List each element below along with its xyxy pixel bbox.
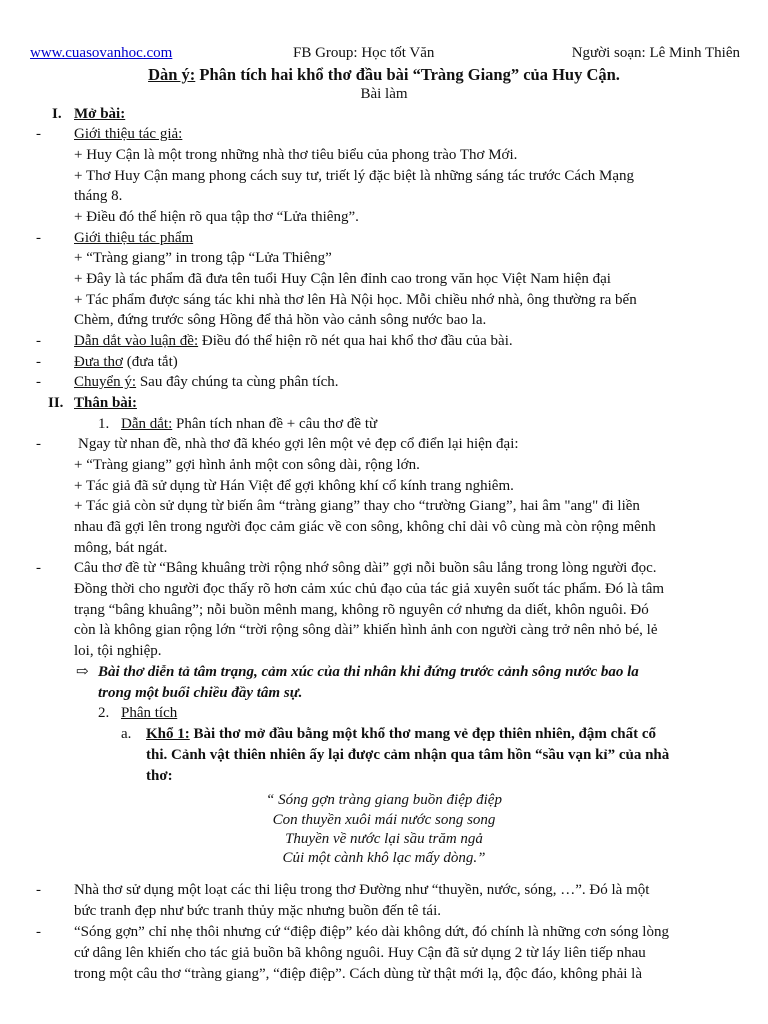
- title-analysis-line: mông, bát ngát.: [74, 540, 168, 556]
- section-heading-intro: Mở bài:: [74, 106, 126, 122]
- fb-group: FB Group: Học tốt Văn: [293, 45, 435, 61]
- arrow-icon: ⇨: [76, 664, 89, 680]
- sub1-text: Phân tích nhan đề + câu thơ đề từ: [172, 416, 378, 432]
- kho1-label: Khổ 1:: [146, 726, 190, 742]
- analysis1-line: Nhà thơ sử dụng một loạt các thi liệu trong thơ Đường như “thuyền, nước, sóng, …”. Đó là một: [74, 882, 650, 898]
- conclusion-line: Bài thơ diễn tả tâm trạng, cảm xúc của thi nhân khi đứng trước cảnh sông nước bao la: [98, 664, 639, 680]
- analysis1-line: bức tranh đẹp như bức tranh thủy mặc nhưng buồn đến tê tái.: [74, 903, 442, 919]
- title-text: Phân tích hai khổ thơ đầu bài “Tràng Giang” của Huy Cận.: [195, 65, 620, 84]
- poem-line: Củi một cành khô lạc mấy dòng.”: [282, 850, 486, 866]
- epigraph-analysis-line: Đồng thời cho người đọc thấy rõ hơn cảm xúc chủ đạo của tác giả xuyên suốt tác phẩm. Đó là tâm: [74, 581, 665, 597]
- kho1-text: Bài thơ mở đầu bằng một khổ thơ mang vẻ đẹp thiên nhiên, đậm chất cổ: [189, 726, 657, 742]
- bullet-dash: -: [36, 230, 41, 246]
- epigraph-analysis-line: Câu thơ đề từ “Bâng khuâng trời rộng nhớ sông dài” gợi nỗi buồn sâu lắng trong lòng người đọc.: [74, 560, 657, 576]
- intro-work-item: + Đây là tác phẩm đã đưa tên tuổi Huy Cận lên đỉnh cao trong văn học Việt Nam hiện đại: [74, 271, 611, 287]
- intro-work-item: + Tác phẩm được sáng tác khi nhà thơ lên Hà Nội học. Mỗi chiều nhớ nhà, ông thường ra bến: [74, 292, 637, 308]
- bullet-dash: -: [36, 126, 41, 142]
- intro-poem-label: Đưa thơ: [74, 354, 123, 370]
- intro-work-item: + “Tràng giang” in trong tập “Lửa Thiêng”: [74, 250, 332, 266]
- title-analysis-line: + Tác giả đã sử dụng từ Hán Việt để gợi không khí cổ kính trang nghiêm.: [74, 478, 514, 494]
- site-link[interactable]: www.cuasovanhoc.com: [30, 45, 173, 61]
- title-analysis-line: Ngay từ nhan đề, nhà thơ đã khéo gợi lên một vẻ đẹp cổ điển lại hiện đại:: [78, 436, 519, 452]
- epigraph-analysis-line: trạng “bâng khuâng”; nỗi buồn mênh mang, không rõ nguyên cớ nhưng da diết, khôn nguôi. Đó: [74, 602, 649, 618]
- sub2-number: 2.: [98, 705, 110, 721]
- page-header: [30, 43, 740, 63]
- title-prefix: Dàn ý:: [148, 65, 196, 84]
- sub1-heading: [121, 414, 377, 435]
- poem-line: Con thuyền xuôi mái nước song song: [272, 812, 496, 828]
- intro-author-item: + Huy Cận là một trong những nhà thơ tiêu biểu của phong trào Thơ Mới.: [74, 147, 518, 163]
- bullet-dash: -: [36, 436, 41, 452]
- intro-lead: [74, 331, 513, 352]
- intro-author-item: + Điều đó thể hiện rõ qua tập thơ “Lửa thiêng”.: [74, 209, 359, 225]
- intro-poem-text: (đưa tắt): [122, 354, 178, 370]
- kho1-text-line: thơ:: [146, 768, 173, 784]
- analysis2-line: “Sóng gợn” chỉ nhẹ thôi nhưng cứ “điệp điệp” kéo dài không dứt, đó chính là những cơn sóng lòng: [74, 924, 669, 940]
- intro-poem: [74, 352, 178, 373]
- section-heading-body: Thân bài:: [74, 395, 137, 411]
- title-analysis-line: + Tác giả còn sử dụng từ biến âm “tràng giang” thay cho “trường Giang”, hai âm "ang" đi liền: [74, 498, 640, 514]
- title-analysis-line: + “Tràng giang” gợi hình ảnh một con sông dài, rộng lớn.: [74, 457, 420, 473]
- kho1-letter: a.: [121, 726, 132, 742]
- epigraph-analysis-line: loi, tội nghiệp.: [74, 643, 162, 659]
- author-credit: Người soạn: Lê Minh Thiên: [571, 45, 740, 61]
- poem-line: Thuyền về nước lại sầu trăm ngả: [285, 831, 483, 847]
- sub2-heading: Phân tích: [121, 705, 178, 721]
- sub1-number: 1.: [98, 416, 110, 432]
- intro-transition-label: Chuyển ý:: [74, 374, 137, 390]
- intro-lead-text: Điều đó thể hiện rõ nét qua hai khổ thơ đầu của bài.: [198, 333, 513, 349]
- analysis2-line: cứ dâng lên khiến cho tác giả buồn bã không nguôi. Huy Cận đã sử dụng 2 từ láy liên tiếp nhau: [74, 945, 646, 961]
- subtitle: Bài làm: [360, 86, 408, 102]
- intro-author-label: Giới thiệu tác giả:: [74, 126, 183, 142]
- intro-work-label: Giới thiệu tác phẩm: [74, 230, 194, 246]
- bullet-dash: -: [36, 374, 41, 390]
- intro-author-item: tháng 8.: [74, 188, 123, 204]
- epigraph-analysis-line: còn là không gian rộng lớn “trời rộng sông dài” khiến hình ảnh con người càng trở nên nhỏ bé, lẻ: [74, 622, 658, 638]
- intro-lead-label: Dẫn dắt vào luận đề:: [74, 333, 199, 349]
- conclusion-line: trong một buổi chiều đầy tâm sự.: [98, 685, 303, 701]
- title-analysis-line: nhau đã gợi lên trong người đọc cảm giác về con sông, không chỉ dài vô cùng mà còn rộng mênh: [74, 519, 656, 535]
- intro-transition-text: Sau đây chúng ta cùng phân tích.: [136, 374, 339, 390]
- bullet-dash: -: [36, 354, 41, 370]
- poem-line: “ Sóng gợn tràng giang buồn điệp điệp: [266, 792, 502, 808]
- bullet-dash: -: [36, 333, 41, 349]
- intro-transition: [74, 372, 339, 393]
- analysis2-line: trong một câu thơ “tràng giang”, “điệp điệp”. Cách dùng từ thật mới lạ, độc đáo, không phải là: [74, 966, 643, 982]
- kho1-heading: [146, 724, 656, 745]
- section-number-2: II.: [48, 395, 64, 411]
- page-title: [0, 64, 768, 85]
- section-number-1: I.: [52, 106, 62, 122]
- intro-author-item: + Thơ Huy Cận mang phong cách suy tư, triết lý đặc biệt là những sáng tác trước Cách Mạng: [74, 168, 634, 184]
- intro-work-item: Chèm, đứng trước sông Hồng để thả hồn vào cảnh sông nước bao la.: [74, 312, 487, 328]
- kho1-text-line: thi. Cảnh vật thiên nhiên ấy lại được cảm nhận qua tâm hồn “sầu vạn kỉ” của nhà: [146, 747, 670, 763]
- bullet-dash: -: [36, 882, 41, 898]
- bullet-dash: -: [36, 924, 41, 940]
- sub1-label: Dẫn dắt:: [121, 416, 173, 432]
- bullet-dash: -: [36, 560, 41, 576]
